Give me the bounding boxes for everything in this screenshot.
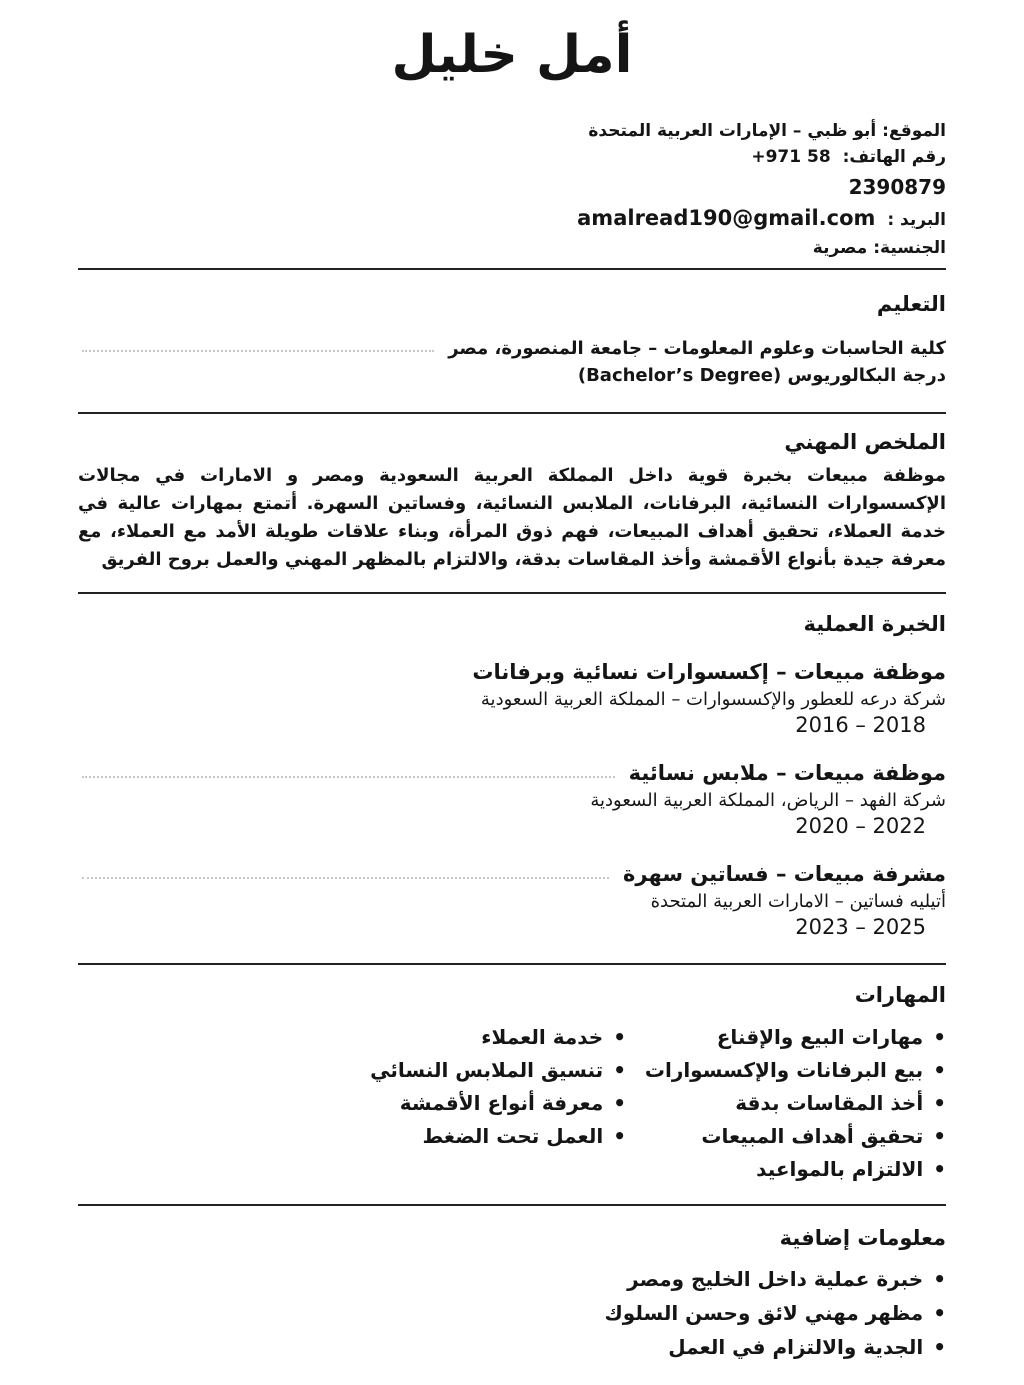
dotted-leader — [82, 350, 434, 352]
bullet-icon — [613, 1058, 626, 1082]
bullet-icon — [613, 1124, 626, 1148]
contact-nationality: الجنسية: مصرية — [812, 237, 946, 258]
skills-heading: المهارات — [854, 982, 946, 1007]
additional-info-list — [78, 1262, 946, 1364]
skills-columns — [78, 1021, 946, 1186]
skill-label: بيع البرفانات والإكسسوارات — [644, 1057, 924, 1082]
section-divider — [78, 412, 946, 414]
experience-heading: الخبرة العملية — [803, 611, 946, 636]
skill-item — [626, 1054, 946, 1087]
job-years — [78, 814, 946, 838]
additional-item — [78, 1262, 946, 1296]
job-company-text: شركة الفهد – الرياض، المملكة العربية السعودية — [590, 789, 946, 811]
bullet-icon — [933, 1091, 946, 1115]
job-years — [78, 713, 946, 737]
additional-info-section — [78, 1226, 946, 1364]
job-company — [78, 790, 946, 811]
skill-label: أخذ المقاسات بدقة — [735, 1090, 924, 1115]
skill-label: العمل تحت الضغط — [422, 1123, 604, 1148]
job-company — [78, 891, 946, 912]
additional-item — [78, 1296, 946, 1330]
bullet-icon — [933, 1157, 946, 1181]
skill-item — [626, 1120, 946, 1153]
section-divider — [78, 592, 946, 594]
job-title: مشرفة مبيعات – فساتين سهرة — [623, 861, 946, 886]
name-title: أمل خليل — [391, 25, 633, 85]
additional-info-heading: معلومات إضافية — [779, 1225, 946, 1250]
skill-item — [78, 1120, 626, 1153]
skill-item — [78, 1021, 626, 1054]
bullet-icon — [933, 1335, 946, 1359]
section-divider — [78, 963, 946, 965]
dotted-leader — [82, 877, 609, 879]
section-divider — [78, 268, 946, 270]
bullet-icon — [933, 1025, 946, 1049]
summary-section — [78, 430, 946, 574]
phone-number-part2: 2390879 — [848, 175, 946, 200]
additional-item — [78, 1330, 946, 1364]
job-entry — [78, 761, 946, 838]
job-years-text: 2023 – 2025 — [795, 914, 926, 939]
skill-label: تنسيق الملابس النسائي — [370, 1057, 604, 1082]
job-title-row — [78, 862, 946, 886]
email-label: البريد : — [887, 210, 946, 231]
experience-section — [78, 612, 946, 939]
education-degree: درجة البكالوريوس (Bachelor’s Degree) — [577, 365, 946, 387]
bullet-icon — [933, 1058, 946, 1082]
education-institution-row — [78, 338, 946, 359]
skill-item — [78, 1087, 626, 1120]
job-company — [78, 689, 946, 710]
skill-label: تحقيق أهداف المبيعات — [701, 1123, 924, 1148]
summary-text: موظفة مبيعات بخبرة قوية داخل المملكة العربية السعودية ومصر و الامارات في مجالات الإكسسوارات النسائية، البرفانات، الملابس النسائية، وفساتين السهرة. أتمتع بمهارات عالية في خدمة العملاء، تحقيق أهداف المبيعات، فهم ذوق المرأة، وبناء علاقات طويلة الأمد مع العملاء، مع معرفة جيدة بأنواع الأقمشة وأخذ المقاسات بدقة، والالتزام بالمظهر المهني والعمل بروح الفريق — [78, 465, 946, 571]
skill-item — [626, 1021, 946, 1054]
skills-section — [78, 983, 946, 1186]
additional-item-label: خبرة عملية داخل الخليج ومصر — [627, 1266, 924, 1291]
job-entry — [78, 660, 946, 737]
additional-item-label: الجدية والالتزام في العمل — [668, 1334, 924, 1359]
job-title: موظفة مبيعات – ملابس نسائية — [628, 760, 946, 785]
skill-label: خدمة العملاء — [481, 1024, 604, 1049]
bullet-icon — [933, 1267, 946, 1291]
job-entry — [78, 862, 946, 939]
skill-label: الالتزام بالمواعيد — [756, 1156, 924, 1181]
education-heading: التعليم — [876, 292, 946, 317]
job-years-text: 2016 – 2018 — [795, 712, 926, 737]
education-section — [78, 292, 946, 386]
phone-label: رقم الهاتف: — [842, 147, 946, 168]
contact-phone — [78, 146, 946, 170]
skill-item — [626, 1153, 946, 1186]
additional-item-label: مظهر مهني لائق وحسن السلوك — [604, 1300, 924, 1325]
dotted-leader — [82, 776, 615, 778]
skill-item — [78, 1054, 626, 1087]
job-company-text: أتيليه فساتين – الامارات العربية المتحدة — [650, 890, 946, 912]
skills-column-right — [626, 1021, 946, 1186]
skill-label: معرفة أنواع الأقمشة — [399, 1090, 604, 1115]
summary-heading: الملخص المهني — [784, 430, 946, 455]
job-years — [78, 915, 946, 939]
contact-block — [78, 120, 946, 261]
job-title: موظفة مبيعات – إكسسوارات نسائية وبرفانات — [472, 659, 946, 684]
section-divider — [78, 1204, 946, 1206]
skill-item — [626, 1087, 946, 1120]
job-years-text: 2020 – 2022 — [795, 813, 926, 838]
bullet-icon — [933, 1124, 946, 1148]
job-title-row — [78, 660, 946, 684]
job-company-text: شركة درعه للعطور والإكسسوارات – المملكة العربية السعودية — [480, 688, 946, 710]
skill-label: مهارات البيع والإقناع — [716, 1024, 924, 1049]
bullet-icon — [613, 1025, 626, 1049]
job-title-row — [78, 761, 946, 785]
bullet-icon — [933, 1301, 946, 1325]
contact-location: الموقع: أبو ظبي – الإمارات العربية المتحدة — [588, 120, 946, 141]
contact-email — [78, 204, 946, 233]
phone-number-part1: +971 58 — [751, 147, 831, 168]
education-institution: كلية الحاسبات وعلوم المعلومات – جامعة المنصورة، مصر — [448, 338, 946, 360]
email-address: amalread190@gmail.com — [577, 206, 876, 231]
bullet-icon — [613, 1091, 626, 1115]
skills-column-left — [78, 1021, 626, 1186]
